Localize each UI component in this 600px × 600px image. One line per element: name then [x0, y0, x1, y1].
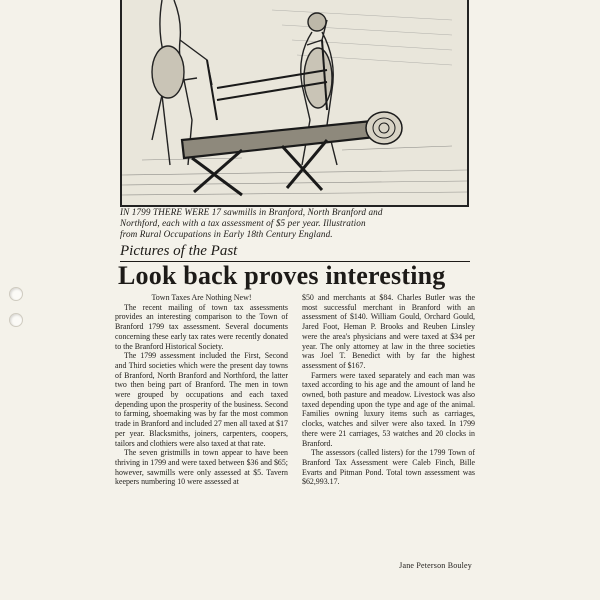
section-kicker: Pictures of the Past: [120, 242, 470, 262]
binder-hole-bottom: [9, 313, 23, 327]
binder-hole-top: [9, 287, 23, 301]
article-byline: Jane Peterson Bouley: [399, 561, 472, 570]
caption-line: Northford, each with a tax assessment of $5 per year. Illustration: [120, 218, 366, 228]
sawmill-illustration-icon: [122, 0, 467, 205]
paragraph: The recent mailing of town tax assessments provides an interesting comparison to the Town of Branford 1799 tax assessment. Several documents concerning these early tax rates were recently donated to the Branford Historical Society.: [115, 302, 288, 351]
paragraph: The assessors (called listers) for the 1799 Town of Branford Tax Assessment were Caleb Finch, Bille Evarts and Pitman Pond. Total town assessment was $62,993.17.: [302, 448, 475, 487]
caption-line: from Rural Occupations in Early 18th Century England.: [120, 229, 333, 239]
paragraph: $50 and merchants at $84. Charles Butler was the most successful merchant in Branford with an assessment of $140. William Gould, Orchard Gould, Jared Foot, Heman P. Brooks and Reuben Linsley were the area's physicians and were taxed at $34 per year. The only attorney at law in the three societies was Joel T. Benedict with by far the highest assessment of $167.: [302, 293, 475, 370]
subheading: Town Taxes Are Nothing New!: [151, 293, 252, 302]
paragraph: Farmers were taxed separately and each man was taxed according to his age and the amount of land he owned, both pasture and meadow. Livestock was also taxed depending upon the type and age of the animal. Families owning luxury items such as carriages, clocks, watches and silver were also taxed. In 1799 there were 21 carriages, 53 watches and 20 clocks in Branford.: [302, 370, 475, 448]
article-column-1: [115, 293, 288, 487]
article-headline: Look back proves interesting: [118, 261, 446, 290]
article-column-2: [302, 293, 475, 487]
caption-line: IN 1799 THERE WERE 17 sawmills in Branford, North Branford and: [120, 207, 383, 217]
paragraph: The seven gristmills in town appear to have been thriving in 1799 and were taxed between $36 and $65; however, sawmills were only assessed at $5. Tavern keepers numbering 10 were assessed at: [115, 448, 288, 487]
sawmill-illustration: [120, 0, 469, 207]
illustration-caption: [120, 207, 470, 240]
paragraph: The 1799 assessment included the First, Second and Third societies which were the present day towns of Branford, North Branford and Northford, the latter two then being part of Branford. The men in town were grouped by occupations and each taxed depending upon the prosperity of the business. Second to farming, shoemaking was by far the most common trade in Branford and included 27 men all taxed at $17 per year. Blacksmiths, joiners, carpenters, coopers, tailors and clothiers were also taxed at that rate.: [115, 351, 288, 448]
